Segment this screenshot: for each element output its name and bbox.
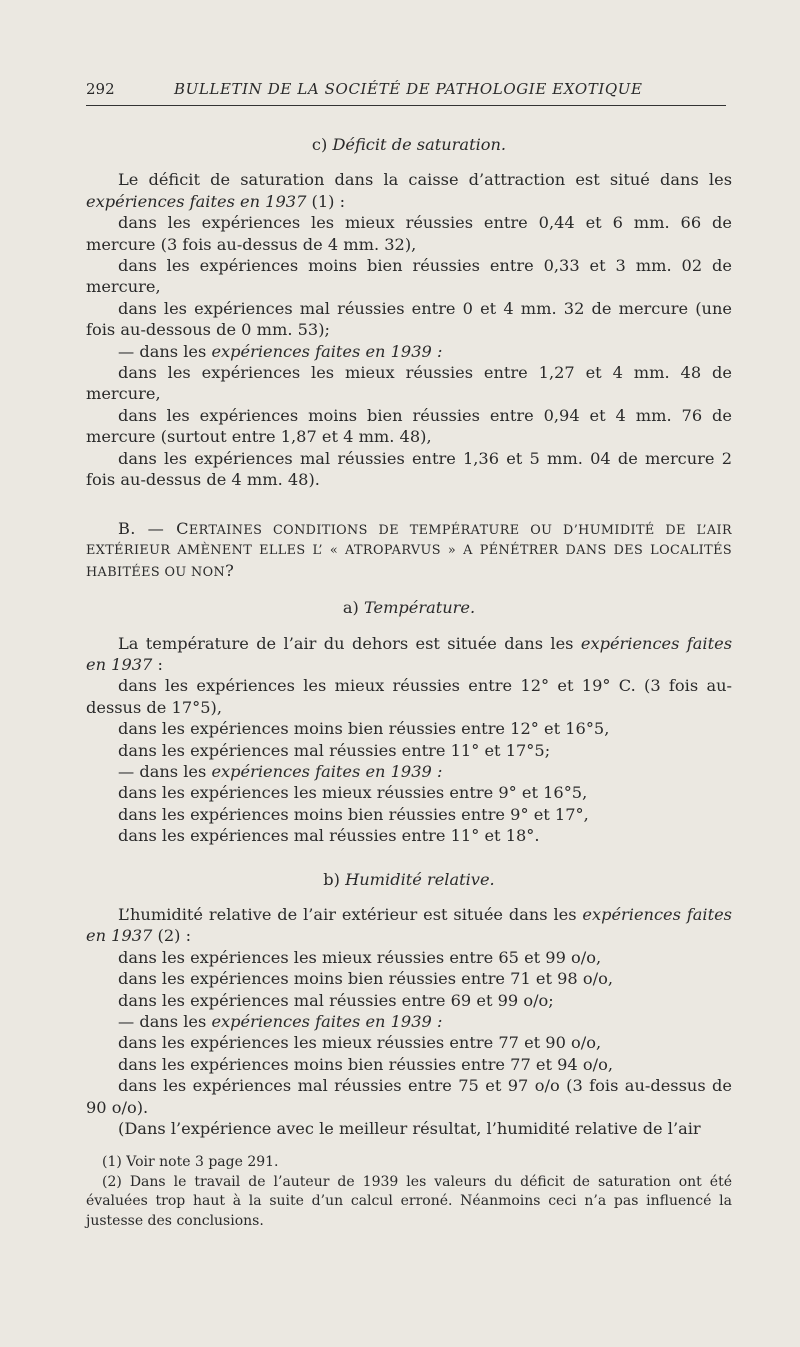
line-c-3: dans les expériences mal réussies entre 0 et 4 mm. 32 de mercure (une fois au-dessous de 0 mm. 53); <box>86 298 732 340</box>
line-c-4 <box>86 341 732 362</box>
line-c-2: dans les expériences moins bien réussies entre 0,33 et 3 mm. 02 de mercure, <box>86 256 732 297</box>
line-c-1: dans les expériences les mieux réussies entre 0,44 et 6 mm. 66 de mercure (3 fois au-dessus de 4 mm. 32), <box>86 213 732 254</box>
text-span: (2) : <box>152 926 192 946</box>
footnote-2: (2) Dans le travail de l’auteur de 1939 les valeurs du déficit de saturation ont été évaluées trop haut à la suite d’un calcul erroné. Néanmoins ceci n’a pas influencé la justesse des conclusions. <box>86 1173 732 1229</box>
line-a-3: dans les expériences mal réussies entre 11° et 17°5; <box>118 740 551 760</box>
heading-b-label: b) <box>323 869 340 889</box>
line-b-1: dans les expériences les mieux réussies entre 65 et 99 o/o, <box>118 947 602 967</box>
line-a-5: dans les expériences les mieux réussies entre 9° et 16°5, <box>118 783 588 803</box>
text-span-italic: expériences faites en 1939 : <box>211 341 443 361</box>
paragraph-a-intro <box>86 633 732 676</box>
heading-a-label: a) <box>342 598 359 618</box>
line-b-5: dans les expériences les mieux réussies entre 77 et 90 o/o, <box>118 1033 602 1053</box>
line-c-5: dans les expériences les mieux réussies entre 1,27 et 4 mm. 48 de mercure, <box>86 363 732 404</box>
line-a-2: dans les expériences moins bien réussies entre 12° et 16°5, <box>118 719 610 739</box>
paragraph-c-intro <box>86 169 732 212</box>
paragraph-b-intro <box>86 904 732 947</box>
header-rule <box>86 105 726 106</box>
text-span: — dans les <box>118 761 212 781</box>
line-a-1: dans les expériences les mieux réussies entre 12° et 19° C. (3 fois au-dessus de 17°5), <box>86 676 732 717</box>
line-c-6: dans les expériences moins bien réussies entre 0,94 et 4 mm. 76 de mercure (surtout entre 1,87 et 4 mm. 48), <box>86 405 732 447</box>
footnotes <box>86 1153 732 1231</box>
text-span-italic: expériences faites en 1939 : <box>211 761 443 781</box>
line-b-2: dans les expériences moins bien réussies entre 71 et 98 o/o, <box>118 969 613 989</box>
text-span: (1) : <box>306 191 346 211</box>
text-span-italic: expériences faites en 1939 : <box>211 1012 443 1032</box>
page-number: 292 <box>86 80 115 98</box>
text-span: ? <box>225 560 235 580</box>
heading-c <box>86 134 732 155</box>
heading-a-title: Température. <box>363 598 476 618</box>
text-span-italic: expériences faites en 1937 <box>86 633 733 674</box>
text-span: C <box>176 518 189 538</box>
text-span: La température de l’air du dehors est située dans les <box>118 633 581 653</box>
heading-c-label: c) <box>311 135 328 154</box>
line-b-7: dans les expériences mal réussies entre 75 et 97 o/o (3 fois au-dessus de 90 o/o). <box>86 1076 732 1117</box>
heading-b-title: Humidité relative. <box>345 869 495 889</box>
text-span: L’humidité relative de l’air extérieur est située dans les <box>118 904 583 924</box>
text-span-italic: expériences faites en 1937 <box>86 904 732 946</box>
line-b-3: dans les expériences mal réussies entre 69 et 99 o/o; <box>118 990 554 1010</box>
section-b-text: ERTAINES CONDITIONS DE TEMPÉRATURE OU D’HUMIDITÉ DE L’AIR EXTÉRIEUR AMÈNENT ELLES L’ « ATROPARVUS » A PÉNÉTRER DANS DES LOCALITÉS HABITÉES OU NON <box>86 522 732 580</box>
line-a-6: dans les expériences moins bien réussies entre 9° et 17°, <box>118 804 589 824</box>
line-a-4 <box>86 761 732 782</box>
heading-a <box>86 597 732 618</box>
text-span: Le déficit de saturation dans la caisse d’attraction est situé dans les <box>118 170 732 190</box>
heading-c-title: Déficit de saturation. <box>332 135 507 154</box>
text-span: — dans les <box>118 341 212 361</box>
line-b-4 <box>86 1011 732 1032</box>
section-letter: B. <box>118 518 136 538</box>
text-span-italic: expériences faites en 1937 <box>86 191 307 211</box>
line-b-8: (Dans l’expérience avec le meilleur résultat, l’humidité relative de l’air <box>118 1119 701 1139</box>
line-c-7: dans les expériences mal réussies entre 1,36 et 5 mm. 04 de mercure 2 fois au-dessus de 4 mm. 48). <box>86 448 732 490</box>
line-a-7: dans les expériences mal réussies entre 11° et 18°. <box>118 826 540 846</box>
text-span: : <box>152 654 163 674</box>
text-span: — dans les <box>118 1012 212 1032</box>
journal-title: BULLETIN DE LA SOCIÉTÉ DE PATHOLOGIE EXOTIQUE <box>174 80 643 98</box>
text-span: — <box>135 518 177 538</box>
section-b-heading <box>86 519 732 584</box>
body-text <box>86 134 732 1231</box>
line-b-6: dans les expériences moins bien réussies entre 77 et 94 o/o, <box>118 1054 613 1074</box>
heading-b <box>86 869 732 890</box>
footnote-1: (1) Voir note 3 page 291. <box>102 1154 279 1171</box>
